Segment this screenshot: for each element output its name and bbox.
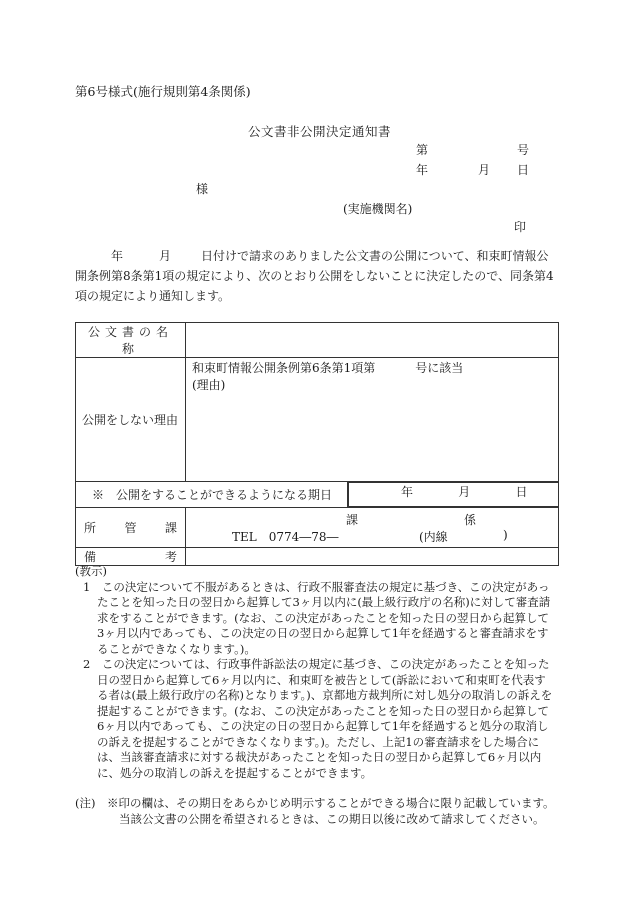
section-label-char-1: 所 xyxy=(84,521,97,535)
instructions-heading: (教示) xyxy=(75,564,107,578)
reason-label: 公開をしない理由 xyxy=(76,358,186,482)
remarks-label xyxy=(76,548,186,566)
expiry-month: 月 xyxy=(458,485,471,499)
reason-article: 和束町情報公開条例第6条第1項第 xyxy=(192,361,376,375)
section-label xyxy=(76,508,186,548)
addressee-suffix: 様 xyxy=(196,182,209,196)
doc-name-value xyxy=(186,323,559,358)
instructions xyxy=(75,564,555,827)
instruction-item-1: 1 この決定について不服があるときは、行政不服審査法の規定に基づき、この決定があったことを知った日の翌日から起算して3ヶ月以内に(最上級行政庁の名称)に対して審査請求をすることができます。(なお、この決定があったことを知った日の翌日から起算して3ヶ月以内であっても、この決定の日の翌日から起算して1年を経過すると審査請求をすることができなくなります。)。 xyxy=(83,579,551,656)
section-ka: 課 xyxy=(346,513,359,527)
remarks-label-char-2: 考 xyxy=(164,550,177,564)
section-tel: TEL 0774―78― xyxy=(232,530,339,544)
reason-heading: (理由) xyxy=(192,378,226,392)
number-suffix: 号 xyxy=(517,143,530,157)
section-value xyxy=(186,508,559,548)
notice-body xyxy=(75,246,555,306)
number-prefix: 第 xyxy=(416,143,429,157)
agency-name: (実施機関名) xyxy=(343,202,413,216)
date-day: 日 xyxy=(517,163,530,177)
reason-applicable: 号に該当 xyxy=(415,361,464,375)
caution-note-1: (注) ※印の欄は、その期日をあらかじめ明示することができる場合に限り記載しています。 xyxy=(75,796,555,810)
instruction-item-2: 2 この決定については、行政事件訴訟法の規定に基づき、この決定があったことを知った日の翌日から起算して6ヶ月以内に、和束町を被告として(訴訟において和束町を代表する者は(最上級行政庁の名称)となります。)、京都地方裁判所に対し処分の取消しの訴えを提起することができます。(なお、この決定があったことを知った日の翌日から起算して6ヶ月以内であっても、この決定の日の翌日から起算して1年を経過すると処分の取消しの訴えを提起することができなくなります。)。ただし、上記1の審査請求をした場合には、当該審査請求に対する裁決があったことを知った日の翌日から起算して6ヶ月以内に、処分の取消しの訴えを提起することができます。 xyxy=(83,657,553,780)
section-label-char-3: 課 xyxy=(164,521,177,535)
section-extension: (内線 xyxy=(419,530,448,544)
expiry-year: 年 xyxy=(401,485,414,499)
reason-value xyxy=(186,358,559,482)
form-number: 第6号様式(施行規則第4条関係) xyxy=(75,84,251,99)
doc-name-label: 公文書の名称 xyxy=(76,323,186,358)
section-label-char-2: 管 xyxy=(124,521,137,535)
notice-table xyxy=(75,322,559,566)
expiry-date xyxy=(348,482,559,507)
section-extension-close: ) xyxy=(503,528,508,542)
expiry-day: 日 xyxy=(515,485,528,499)
expiry-label: ※ 公開をすることができるようになる期日 xyxy=(76,482,348,508)
date-month: 月 xyxy=(478,163,491,177)
seal-mark: 印 xyxy=(514,220,527,234)
date-year: 年 xyxy=(416,163,429,177)
caution-note-2: 当該公文書の公開を希望されるときは、この期日以後に改めて請求してください。 xyxy=(119,811,545,826)
body-year: 年 xyxy=(111,249,124,263)
document-title: 公文書非公開決定通知書 xyxy=(248,124,392,139)
body-text: 日付けで請求のありました公文書の公開について、和束町情報公開条例第8条第1項の規定により、次のとおり公開をしないことに決定したので、同条第4項の規定により通知します。 xyxy=(75,249,554,303)
section-kakari: 係 xyxy=(464,513,477,527)
remarks-label-char-1: 備 xyxy=(84,550,97,564)
remarks-value xyxy=(186,548,559,566)
body-month: 月 xyxy=(159,249,172,263)
